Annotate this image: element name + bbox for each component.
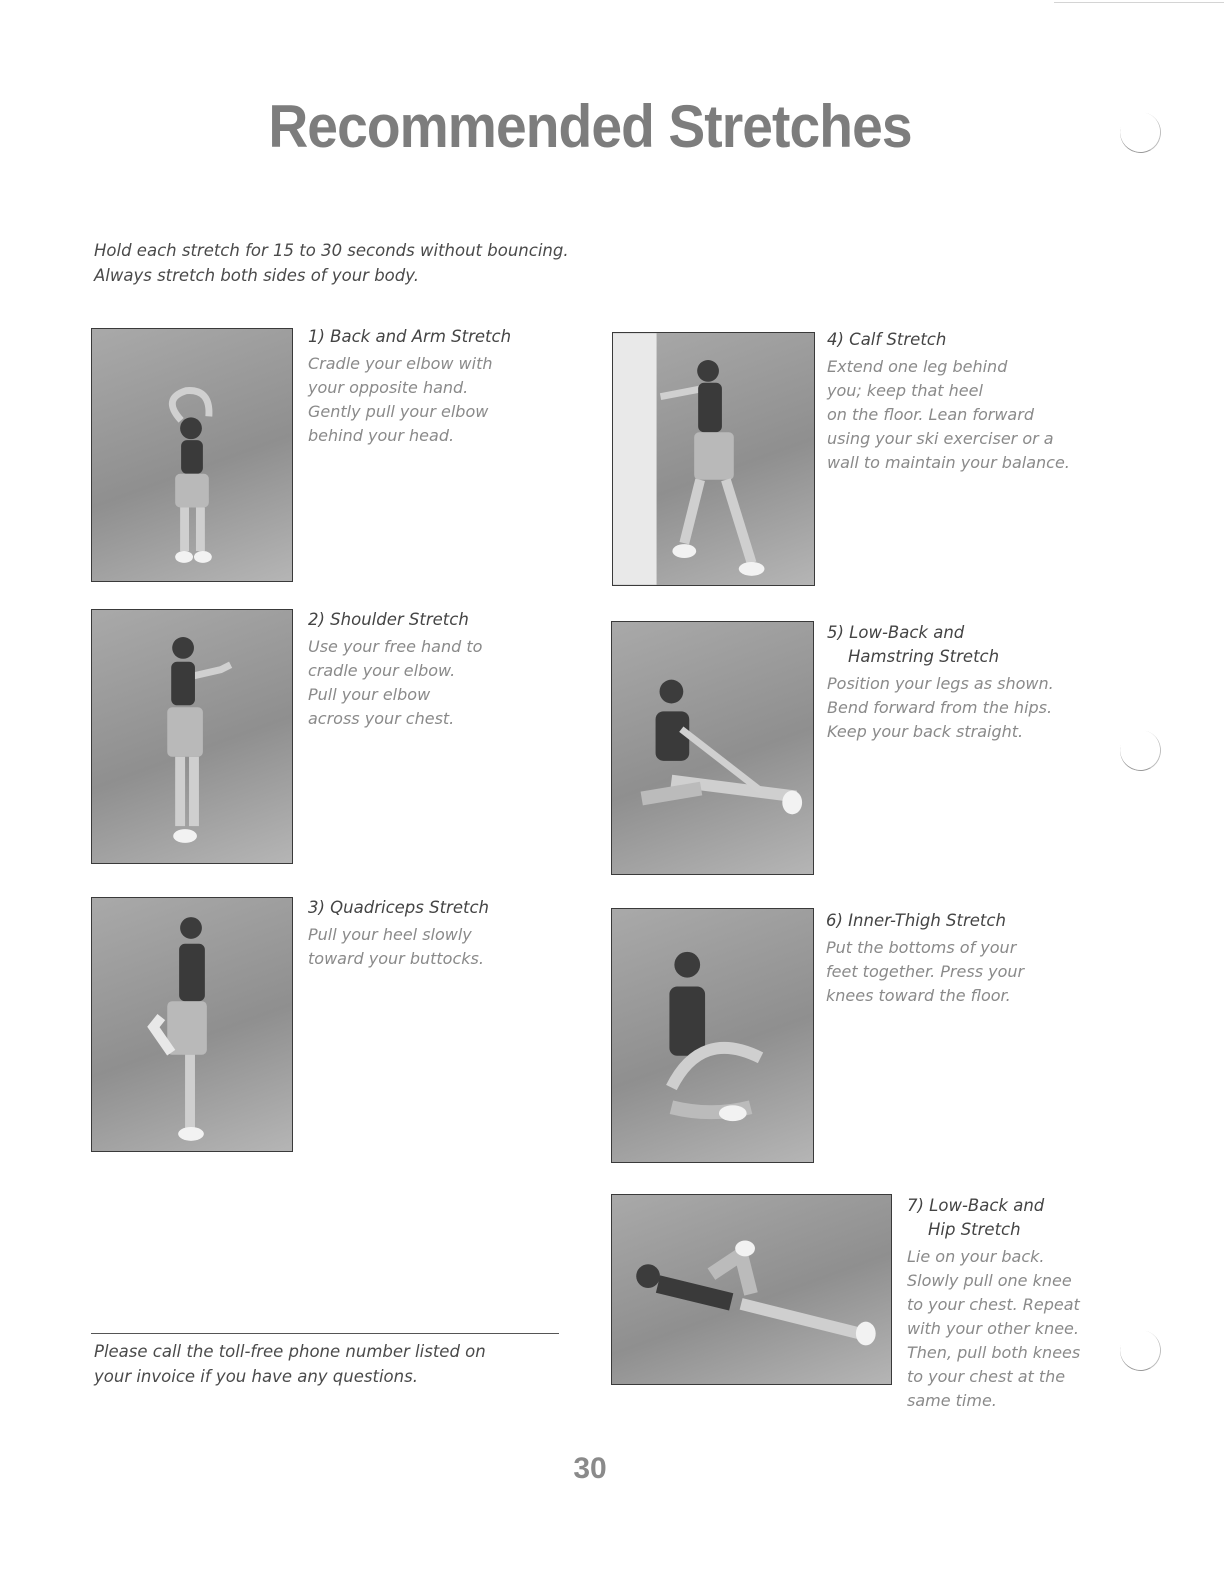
scan-edge-line: [1054, 2, 1224, 3]
low-back-hip-stretch-photo: [611, 1194, 892, 1385]
stretch-description-line: with your other knee.: [907, 1319, 1079, 1338]
stretch-description: [907, 1245, 1080, 1413]
stretch-7: [907, 1194, 1080, 1413]
stretch-description-line: Bend forward from the hips.: [827, 698, 1053, 717]
page-title: Recommended Stretches: [268, 93, 912, 160]
stretch-heading-line: Hip Stretch: [928, 1220, 1021, 1239]
standing-figure-illustration: [92, 610, 292, 863]
stretch-heading: [308, 896, 489, 920]
stretch-description-line: same time.: [907, 1391, 997, 1410]
footer-note-line: your invoice if you have any questions.: [94, 1367, 418, 1386]
footer-note-line: Please call the toll-free phone number listed on: [94, 1342, 486, 1361]
stretch-description-line: across your chest.: [308, 709, 455, 728]
binder-hole-mark: [1115, 725, 1165, 775]
stretch-1: [308, 325, 511, 448]
stretch-description-line: Pull your heel slowly: [308, 925, 472, 944]
seated-figure-illustration: [612, 909, 813, 1162]
stretch-heading: [907, 1194, 1080, 1242]
wall-stretch-illustration: [613, 333, 814, 585]
back-arm-stretch-photo: [91, 328, 293, 582]
stretch-description-line: knees toward the floor.: [826, 986, 1011, 1005]
stretch-heading-line: 6) Inner-Thigh Stretch: [826, 911, 1006, 930]
stretch-heading-line: Hamstring Stretch: [848, 647, 1000, 666]
lying-figure-illustration: [612, 1195, 891, 1384]
stretch-heading: [827, 621, 1054, 669]
stretch-description-line: you; keep that heel: [827, 381, 983, 400]
intro-line: Hold each stretch for 15 to 30 seconds without bouncing.: [94, 241, 569, 260]
stretch-description-line: Extend one leg behind: [827, 357, 1008, 376]
stretch-description-line: Pull your elbow: [308, 685, 431, 704]
stretch-6: [826, 909, 1024, 1008]
stretch-description: [827, 672, 1054, 744]
stretch-description-line: using your ski exerciser or a: [827, 429, 1054, 448]
low-back-hamstring-stretch-photo: [611, 621, 814, 875]
stretch-description-line: feet together. Press your: [826, 962, 1025, 981]
stretch-heading: [827, 328, 1070, 352]
standing-figure-illustration: [92, 898, 292, 1151]
stretch-5: [827, 621, 1054, 744]
stretch-description-line: Then, pull both knees: [907, 1343, 1081, 1362]
stretch-description-line: Put the bottoms of your: [826, 938, 1017, 957]
stretch-description: [308, 352, 511, 448]
stretch-heading-line: 3) Quadriceps Stretch: [308, 898, 489, 917]
stretch-description-line: on the floor. Lean forward: [827, 405, 1034, 424]
footer-note: [94, 1339, 486, 1389]
stretch-description-line: Lie on your back.: [907, 1247, 1045, 1266]
stretch-description-line: Position your legs as shown.: [827, 674, 1054, 693]
stretch-heading: [308, 325, 511, 349]
shoulder-stretch-photo: [91, 609, 293, 864]
stretch-heading-line: 5) Low-Back and: [827, 623, 965, 642]
stretch-4: [827, 328, 1070, 475]
stretch-3: [308, 896, 489, 971]
stretch-description: [826, 936, 1024, 1008]
stretch-description-line: Gently pull your elbow: [308, 402, 489, 421]
stretch-description: [827, 355, 1070, 475]
standing-figure-illustration: [92, 329, 292, 581]
stretch-description: [308, 923, 489, 971]
stretch-description-line: to your chest. Repeat: [907, 1295, 1080, 1314]
intro-text: [94, 238, 569, 288]
stretch-heading-line: 2) Shoulder Stretch: [308, 610, 469, 629]
stretch-description-line: Cradle your elbow with: [308, 354, 493, 373]
stretch-description: [308, 635, 482, 731]
stretch-description-line: cradle your elbow.: [308, 661, 456, 680]
stretch-heading-line: 4) Calf Stretch: [827, 330, 947, 349]
stretch-heading: [308, 608, 482, 632]
footer-divider: [91, 1333, 559, 1334]
stretch-heading-line: 7) Low-Back and: [907, 1196, 1045, 1215]
stretch-2: [308, 608, 482, 731]
calf-stretch-photo: [612, 332, 815, 586]
stretch-description-line: to your chest at the: [907, 1367, 1066, 1386]
stretch-description-line: behind your head.: [308, 426, 455, 445]
stretch-description-line: Slowly pull one knee: [907, 1271, 1072, 1290]
stretch-description-line: toward your buttocks.: [308, 949, 484, 968]
stretch-description-line: Use your free hand to: [308, 637, 483, 656]
binder-hole-mark: [1115, 1325, 1165, 1375]
page-number: 30: [573, 1452, 607, 1485]
quadriceps-stretch-photo: [91, 897, 293, 1152]
stretch-heading-line: 1) Back and Arm Stretch: [308, 327, 512, 346]
intro-line: Always stretch both sides of your body.: [94, 266, 419, 285]
stretch-description-line: your opposite hand.: [308, 378, 469, 397]
stretch-description-line: Keep your back straight.: [827, 722, 1024, 741]
stretch-description-line: wall to maintain your balance.: [827, 453, 1070, 472]
stretch-heading: [826, 909, 1024, 933]
inner-thigh-stretch-photo: [611, 908, 814, 1163]
seated-figure-illustration: [612, 622, 813, 874]
